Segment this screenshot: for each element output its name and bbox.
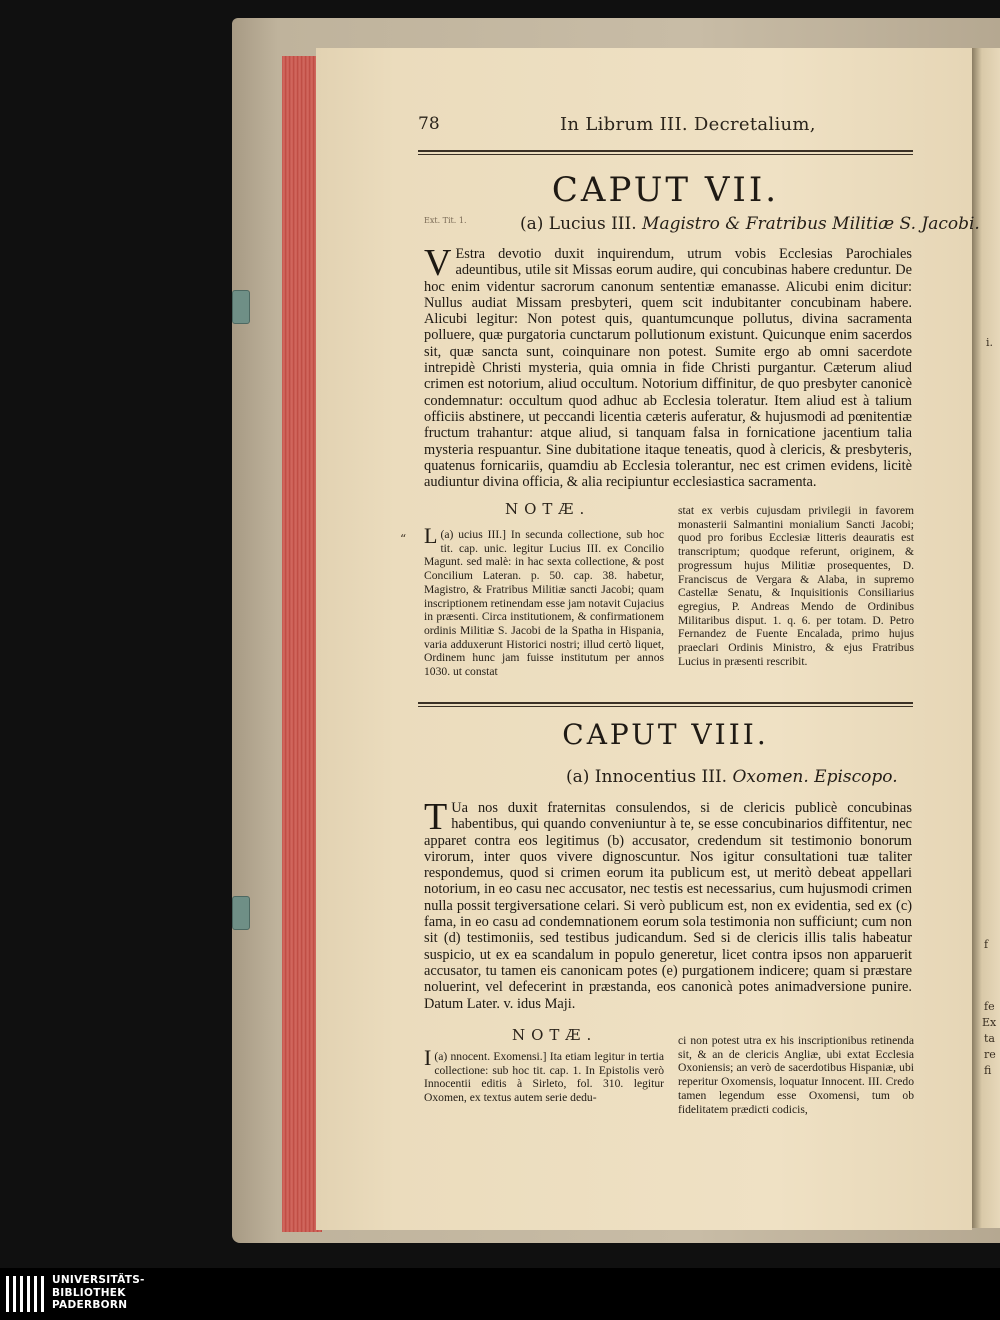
notes-8-column-2: ci non potest utra ex his inscriptionibus retinenda sit, & an de clericis Angliæ, ubi extat Ecclesia Oxoniensis; an verò de sacerdotibus Hispaniæ, ubi reperitur Oxomensis, loquatur Innocent. III. Credo tamen legendum esse Oxomensi, tum ob fidelitatem prædicti codicis, bbox=[678, 1034, 914, 1116]
notes-7-column-2: stat ex verbis cujusdam privilegii in favorem monasterii Salmantini monialium Sancti Jacobi; quod pro foribus Ecclesiæ litteris deauratis est transcriptum; quodque referunt, originem, & progressum hujus Militiæ prosequentes, D. Franciscus de Vergara & Alaba, in supremo Castellæ Senatu, & Inquisitionis Consiliarius egregius, P. Andreas Mendo de Ordinibus Militaribus disput. 1. q. 6. per totam. D. Petro Fernandez de Fuente Encalada, primo hujus praeclari Ordinis Ministro, & ejus Fratribus Lucius in præsenti rescribit. bbox=[678, 504, 914, 668]
chapter-8-body: Ua nos duxit fraternitas consulendos, si de clericis publicè concubinas habentibus, qui quando conveniuntur à te, se esse concubinarios diffitentur, nec apparet contra eos legitimus (b) accusator, credendum sit testimonio bonorum virorum, inter quos vivere dignoscuntur. Nos igitur consultationi tuæ taliter respondemus, quod si crimen eorum ita publicum est, ut meritò debeat appellari notorium, in eo casu nec accusator, nec testis est necessarius, cum hujusmodi crimen nulla possit tergiversatione celari. Si verò publicum est, non ex evidentia, sed ex (c) fama, in eo casu ad condemnationem eorum sola testimonia non sufficiunt; cum non sit (d) testimoniis, sed testibus judicandum. Sed si de clericis illis talis habeatur suspicio, ut ex ea scandalum in populo generetur, licet contra ipsos non apparuerit accusator, tu tamen eis canonicam potes (e) purgationem indicere; quam si præstare noluerint, vel defecerint in præstanda, eos canonicà potes animadversione punire. Datum Later. v. idus Maji. bbox=[424, 800, 912, 1012]
drop-capital: V bbox=[424, 242, 452, 284]
chapter-7-body: Estra devotio duxit inquirendum, utrum vobis Ecclesias Parochiales adeuntibus, utile sit Missas eorum audire, qui concubinas habere creduntur. De hoc enim videntur sacrorum canonum sententiæ emanasse. Alicubi enim dicitur: Nullus audiat Missam presbyteri, quem scit indubitanter concubinam habere. Alicubi legitur: Non potest quis, quantumcunque pollutus, divina sacramenta polluere, quæ purgatoria cunctarum pollutionum existunt. Quicunque enim sacerdos sit, quæ sancta sunt, coinquinare non potest. Sumite ergo ab omni sacerdote intrepidè Christi mysteria, quia omnia in fide Christi purgantur. Cæterum aliud crimen est notorium, aliud occultum. Notorium diffinitur, de quo presbyter canonicè condemnatur: occultum quod adhuc ab Ecclesia toleratur. Item aliud est à talium officiis abstinere, ut peccandi licentia cæteris auferatur, & hujusmodi ad pœnitentiæ fructum trahantur: atque aliud, si tanquam falsa in fornicatione jacentium talia mysteria respuantur. Sine dubitatione itaque teneatis, quod à clericis, & presbyteris, quatenus fornicariis, quamdiu ab Ecclesia tolerantur, nec est crimen evidens, licitè audiuntur divina officia, & alia recipiuntur ecclesiastica sacramenta. bbox=[424, 246, 912, 491]
notes-7-title: NOTÆ. bbox=[505, 500, 591, 518]
notes-7-column-1 bbox=[424, 523, 664, 690]
notes-8-column-1 bbox=[424, 1045, 664, 1118]
chapter-7-title: CAPUT VII. bbox=[551, 170, 780, 210]
library-logo-icon bbox=[6, 1276, 44, 1312]
running-head bbox=[418, 114, 913, 142]
fragment-text: ta bbox=[984, 1032, 995, 1045]
drop-capital: T bbox=[424, 796, 448, 838]
running-title: In Librum III. Decretalium, bbox=[560, 114, 816, 135]
fragment-text: Ex bbox=[982, 1016, 997, 1029]
notes-8-title: NOTÆ. bbox=[512, 1026, 598, 1044]
note-marker: (a) bbox=[440, 528, 454, 541]
fragment-text: f bbox=[984, 938, 989, 951]
marginal-reference: Ext. Tit. 1. bbox=[424, 216, 467, 225]
fragment-text: re bbox=[984, 1048, 996, 1061]
note-marker: (a) bbox=[434, 1050, 448, 1063]
library-name-line-3: PADERBORN bbox=[52, 1299, 128, 1311]
subtitle-plain: (a) Innocentius III. bbox=[566, 767, 728, 787]
chapter-divider-thin bbox=[418, 706, 913, 707]
library-footer bbox=[0, 1268, 1000, 1320]
fragment-text: i. bbox=[986, 336, 994, 349]
header-rule-thin bbox=[418, 154, 913, 155]
note-capital: I bbox=[424, 1045, 432, 1070]
margin-mark: “ bbox=[400, 532, 407, 546]
library-name bbox=[52, 1274, 145, 1312]
chapter-8-subtitle bbox=[566, 767, 898, 787]
clasp-bottom bbox=[232, 896, 250, 930]
subtitle-italic: Oxomen. Episcopo. bbox=[732, 767, 898, 787]
chapter-7-subtitle bbox=[520, 214, 980, 234]
chapter-8-text bbox=[424, 796, 912, 1030]
library-name-line-2: BIBLIOTHEK bbox=[52, 1286, 126, 1299]
notes-8-col1-text: nnocent. Exomensi.] Ita etiam legitur in tertia collectione: sub hoc tit. cap. 1. In Epistolis verò Innocentii editis à Sirleto, fol. 310. legitur Oxomen, ex textus autem serie dedu- bbox=[424, 1050, 664, 1105]
header-rule bbox=[418, 150, 913, 152]
chapter-divider bbox=[418, 702, 913, 704]
fragment-text: fi bbox=[984, 1064, 992, 1077]
page-number: 78 bbox=[418, 114, 440, 134]
notes-7-col1-text: ucius III.] In secunda collectione, sub hoc tit. cap. unic. legitur Lucius III. ex Concilio Magunt. sed malè: in hac sexta collectione, & post Concilium Lateran. p. 50. cap. 38. habetur, Magistro, & Fratribus Militiæ sancti Jacobi; quam inscriptionem retinendam esse jam notavit Cujacius in præsenti. Circa institutionem, & confirmationem ordinis Militiæ S. Jacobi de la Spatha in Hispania, varia adduxerunt Historici nostri; illud certò liquet, Ordinem hunc jam fuisse institutum per annos 1030. ut constat bbox=[424, 528, 664, 679]
subtitle-plain: (a) Lucius III. bbox=[520, 214, 637, 234]
library-name-line-1: UNIVERSITÄTS- bbox=[52, 1274, 145, 1286]
chapter-7-text bbox=[424, 242, 912, 496]
note-capital: L bbox=[424, 523, 438, 548]
chapter-8-title: CAPUT VIII. bbox=[562, 718, 769, 751]
subtitle-italic: Magistro & Fratribus Militiæ S. Jacobi. bbox=[642, 214, 980, 234]
clasp-top bbox=[232, 290, 250, 324]
fragment-text: fe bbox=[984, 1000, 995, 1013]
